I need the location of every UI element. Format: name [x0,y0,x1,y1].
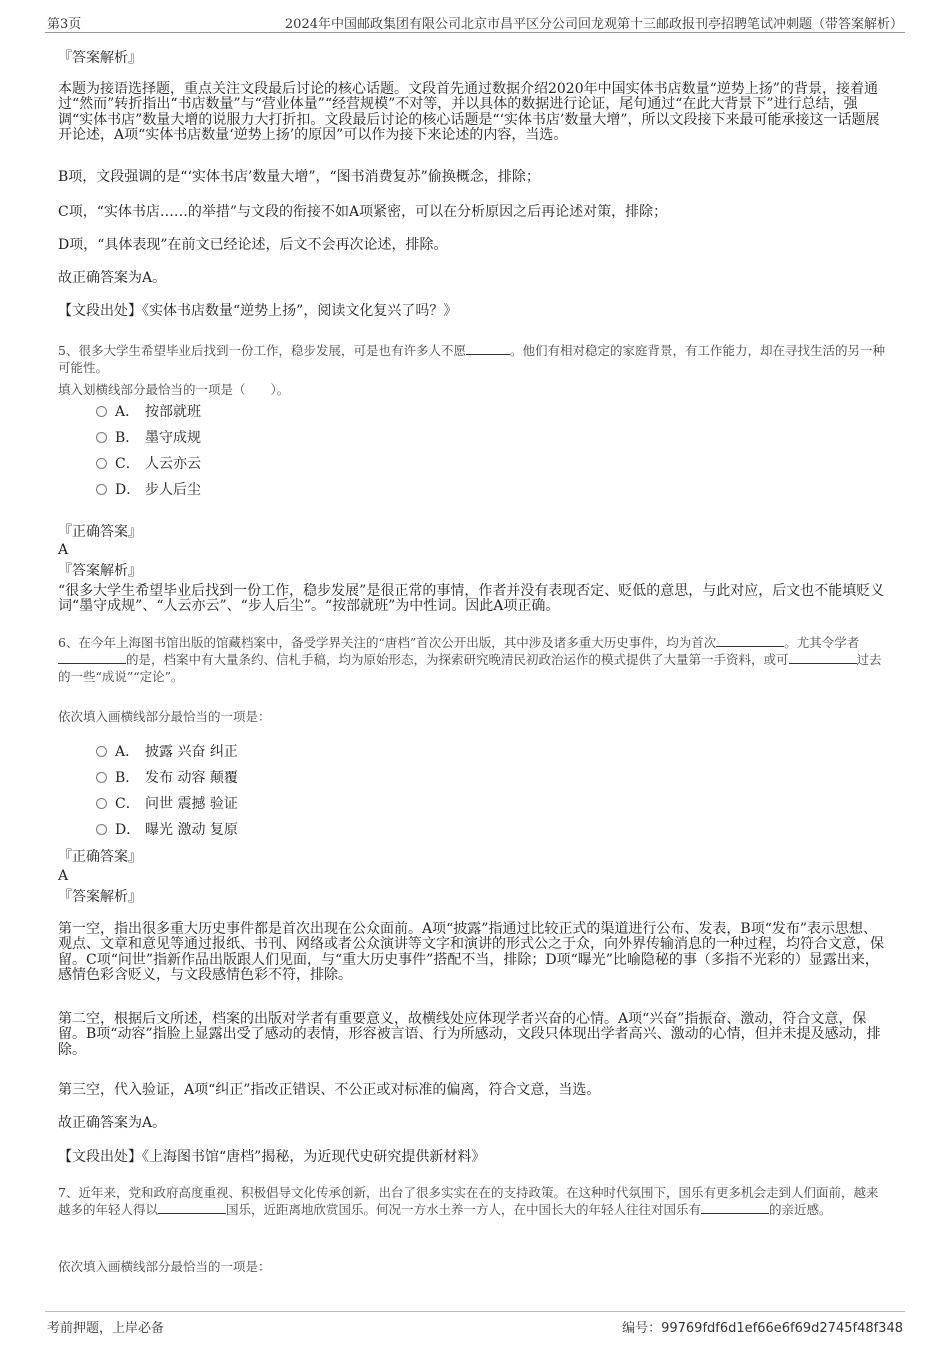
q6-instruction: 依次填入画横线部分最恰当的一项是： [58,709,271,724]
q7-blank-1 [158,1201,226,1214]
radio-button-icon[interactable] [96,458,107,469]
footer-slogan: 考前押题，上岸必备 [47,1321,165,1336]
q7-stem: 7、近年来，党和政府高度重视、积极倡导文化传承创新，出台了很多实实在在的支持政策。在这种时代氛围下，国乐有更多机会走到人们面前，越来越多的年轻人得以 国乐，近距离地欣赏国乐。何况一方水土养一方人，在中国长大的年轻人往往对国乐有 的亲近感。 [58,1185,879,1217]
q6-blank-1 [716,634,784,647]
q5-option-a[interactable]: A． 按部就班 [96,403,201,421]
q6-option-c[interactable]: C． 问世 震撼 验证 [96,795,238,813]
q4-analysis-option-c: C项，“实体书店……的举措”与文段的衔接不如A项紧密，可以在分析原因之后再论述对策，排除； [58,204,668,220]
q6-answer: A [58,868,69,884]
q4-conclusion: 故正确答案为A。 [58,270,167,286]
q4-source: 【文段出处】《实体书店数量“逆势上扬”，阅读文化复兴了吗？》 [58,303,458,319]
q6-source: 【文段出处】《上海图书馆“唐档”揭秘，为近现代史研究提供新材料》 [58,1149,486,1165]
q6-answer-label: 『正确答案』 [58,849,142,865]
q5-option-c[interactable]: C． 人云亦云 [96,455,201,473]
q6-analysis-paragraph-3: 第三空，代入验证，A项“纠正”指改正错误、不公正或对标准的偏离，符合文意，当选。 [58,1082,601,1098]
q6-option-d[interactable]: D． 曝光 激动 复原 [96,821,238,839]
q5-analysis-label: 『答案解析』 [58,563,142,579]
q4-analysis-label: 『答案解析』 [58,50,142,66]
q4-analysis-option-d: D项，“具体表现”在前文已经论述，后文不会再次论述，排除。 [58,237,448,253]
radio-button-icon[interactable] [96,406,107,417]
q6-option-a[interactable]: A． 披露 兴奋 纠正 [96,743,238,761]
q7-instruction: 依次填入画横线部分最恰当的一项是： [58,1259,271,1274]
q5-instruction: 填入划横线部分最恰当的一项是（ ）。 [58,382,290,397]
q7-blank-2 [701,1201,769,1214]
q6-option-b[interactable]: B． 发布 动容 颠覆 [96,769,238,787]
radio-button-icon[interactable] [96,432,107,443]
q5-stem: 5、很多大学生希望毕业后找到一份工作，稳步发展，可是也有许多人不愿 。他们有相对稳定的家庭背景，有工作能力，却在寻找生活的另一种可能性。 [58,343,885,375]
q5-answer: A [58,542,69,558]
document-title: 2024年中国邮政集团有限公司北京市昌平区分公司回龙观第十三邮政报刊亭招聘笔试冲刺题（带答案解析） [284,17,903,32]
q5-analysis: “很多大学生希望毕业后找到一份工作，稳步发展”是很正常的事情，作者并没有表现否定、贬低的意思，与此对应，后文也不能填贬义词“墨守成规”、“人云亦云”、“步人后尘”。“按部就班”为中性词。因此A项正确。 [58,583,885,615]
q6-analysis-paragraph-1: 第一空，指出很多重大历史事件都是首次出现在公众面前。A项“披露”指通过比较正式的渠道进行公布、发表，B项“发布”表示思想、观点、文章和意见等通过报纸、书刊、网络或者公众演讲等文字和演讲的形式公之于众，向外界传输消息的一种过程，均符合文意，保留。C项“问世”指新作品出版跟人们见面，与“重大历史事件”搭配不当，排除；D项“曝光”比喻隐秘的事（多指不光彩的）显露出来，感情色彩含贬义，与文段感情色彩不符，排除。 [58,921,884,984]
q6-stem: 6、在今年上海图书馆出版的馆藏档案中，备受学界关注的“唐档”首次公开出版，其中涉及诸多重大历史事件，均为首次 。尤其令学者的是，档案中有大量条约、信札手稿，均为原始形态，为探索研究晚清民初政治运作的模式提供了大量第一手资料，或可 过去的一些“成说”“定论”。 [58,635,882,684]
page-number: 第3页 [47,17,82,32]
q5-option-b[interactable]: B． 墨守成规 [96,429,201,447]
radio-button-icon[interactable] [96,824,107,835]
page-footer [45,1311,905,1336]
q5-answer-label: 『正确答案』 [58,524,142,540]
radio-button-icon[interactable] [96,798,107,809]
q4-analysis-paragraph: 本题为接语选择题，重点关注文段最后讨论的核心话题。文段首先通过数据介绍2020年中国实体书店数量“逆势上扬”的背景，接着通过“然而”转折指出“书店数量”与“营业体量”“经营规模”不对等，并以具体的数据进行论证，尾句通过“在此大背景下”进行总结，强调“实体书店”数量大增的说服力大打折扣。文段最后讨论的核心话题是“‘实体书店’数量大增”，所以文段接下来最可能承接这一话题展开论述，A项“实体书店数量‘逆势上扬’的原因”可以作为接下来论述的内容，当选。 [58,81,880,144]
q6-conclusion: 故正确答案为A。 [58,1115,167,1131]
q6-blank-3 [789,651,857,664]
q6-blank-2 [58,651,126,664]
page-header [45,12,905,33]
radio-button-icon[interactable] [96,484,107,495]
q4-analysis-option-b: B项，文段强调的是“‘实体书店’数量大增”，“图书消费复苏”偷换概念，排除； [58,169,540,185]
q6-analysis-label: 『答案解析』 [58,889,142,905]
q5-blank [466,342,510,355]
document-serial-number: 编号：99769fdf6d1ef66e6f69d2745f48f348 [622,1321,903,1336]
q6-analysis-paragraph-2: 第二空，根据后文所述，档案的出版对学者有重要意义，故横线处应体现学者兴奋的心情。A项“兴奋”指振奋、激动，符合文意，保留。B项“动容”指脸上显露出受了感动的表情，形容被言语、行为所感动，文段只体现出学者高兴、激动的心情，但并未提及感动，排除。 [58,1011,881,1058]
radio-button-icon[interactable] [96,772,107,783]
radio-button-icon[interactable] [96,746,107,757]
q5-option-d[interactable]: D． 步人后尘 [96,481,201,499]
